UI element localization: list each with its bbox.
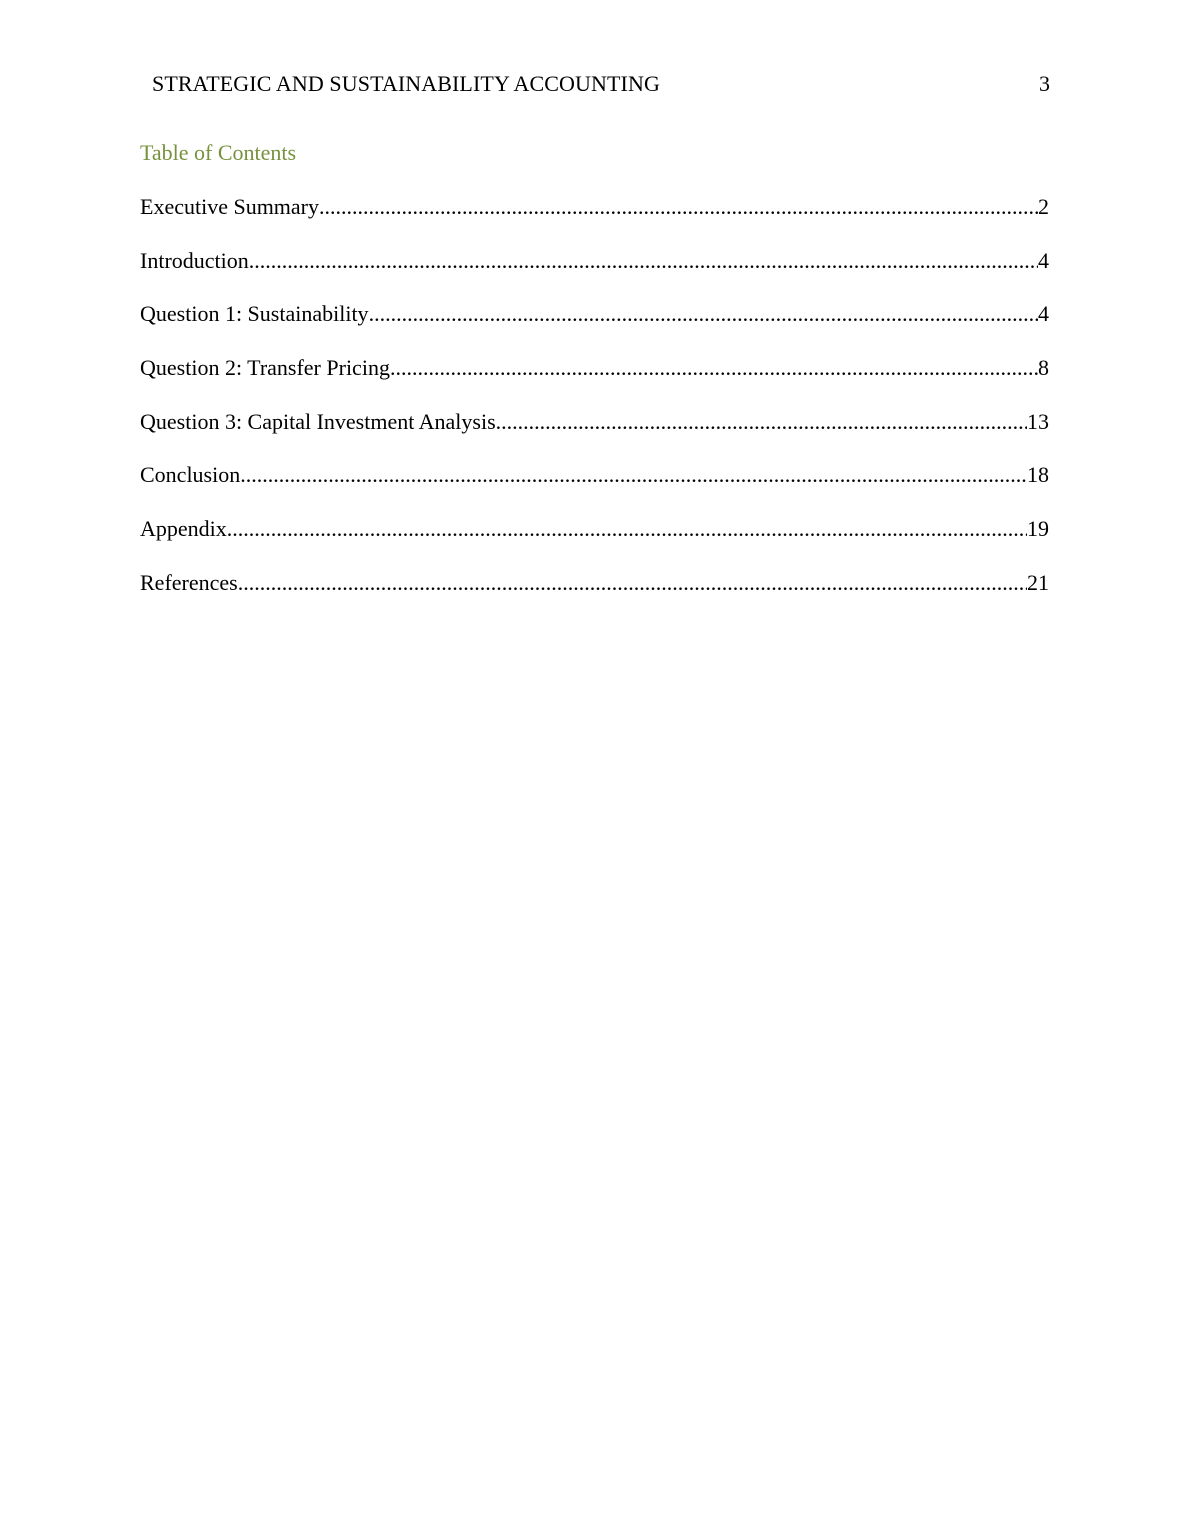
- toc-dot-leader: [369, 300, 1038, 328]
- toc-entry-introduction[interactable]: [140, 247, 1049, 301]
- toc-entry-title: Introduction: [140, 247, 249, 273]
- toc-entry-page: 8: [1038, 355, 1049, 381]
- toc-dot-leader: [249, 247, 1038, 275]
- toc-entry-page: 2: [1038, 194, 1049, 219]
- toc-dot-leader: [240, 461, 1027, 489]
- toc-dot-leader: [496, 408, 1027, 436]
- running-head: STRATEGIC AND SUSTAINABILITY ACCOUNTING: [152, 71, 660, 96]
- toc-entry-question-1[interactable]: [140, 300, 1049, 354]
- toc-entry-page: 19: [1027, 516, 1049, 542]
- toc-entry-page: 18: [1027, 462, 1049, 488]
- toc-entry-appendix[interactable]: [140, 515, 1049, 569]
- toc-entry-page: 21: [1027, 569, 1049, 595]
- toc-dot-leader: [319, 193, 1038, 221]
- toc-entry-page: 13: [1027, 408, 1049, 434]
- toc-entry-title: Question 2: Transfer Pricing: [140, 355, 390, 381]
- toc-entry-title: Conclusion: [140, 462, 241, 488]
- toc-entry-page: 4: [1038, 247, 1049, 273]
- toc-entry-title: References: [140, 569, 238, 595]
- page-number: 3: [1039, 71, 1050, 96]
- toc-entry-title: Question 1: Sustainability: [140, 301, 369, 327]
- toc-heading: Table of Contents: [140, 140, 297, 165]
- toc-entry-conclusion[interactable]: [140, 461, 1049, 515]
- toc-entry-question-3[interactable]: [140, 408, 1049, 462]
- toc-dot-leader: [238, 569, 1027, 597]
- toc-entry-page: 4: [1038, 301, 1049, 327]
- toc-entry-title: Executive Summary: [140, 194, 320, 219]
- toc-dot-leader: [227, 515, 1027, 543]
- toc-list: [140, 193, 1049, 623]
- toc-entry-executive-summary[interactable]: [140, 193, 1049, 247]
- toc-entry-references[interactable]: [140, 569, 1049, 623]
- toc-entry-title: Question 3: Capital Investment Analysis: [140, 408, 496, 434]
- toc-entry-question-2[interactable]: [140, 354, 1049, 408]
- toc-entry-title: Appendix: [140, 516, 227, 542]
- toc-dot-leader: [390, 354, 1038, 382]
